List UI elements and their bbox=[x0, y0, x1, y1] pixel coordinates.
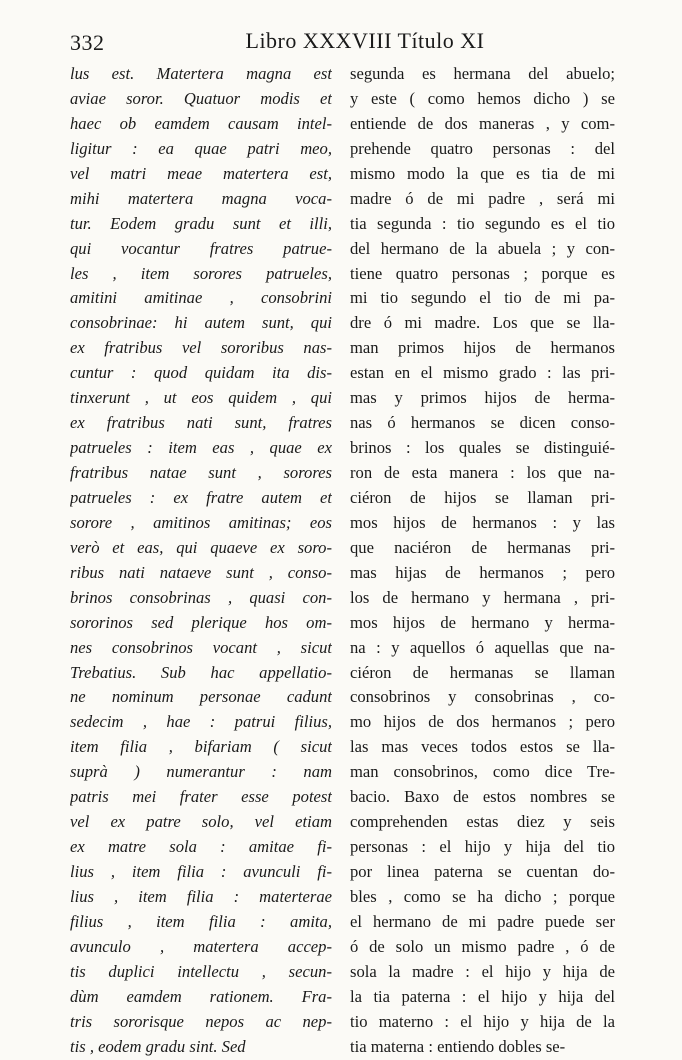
latin-text-line: ribus nati nataeve sunt , conso- bbox=[70, 562, 332, 582]
spanish-text-line: y este ( como hemos dicho ) se bbox=[350, 88, 615, 108]
spanish-text-line: mas y primos hijos de herma- bbox=[350, 388, 615, 408]
spanish-text-line: segunda es hermana del abuelo; bbox=[350, 64, 615, 83]
running-title: Libro XXXVIII Título XI bbox=[245, 28, 485, 53]
latin-text-line: sedecim , hae : patrui filius, bbox=[70, 712, 332, 732]
latin-text-line: tris sororisque nepos ac nep- bbox=[70, 1011, 332, 1031]
spanish-text-line: ciéron de hijos se llaman pri- bbox=[350, 487, 615, 507]
latin-text-line: filius , item filia : amita, bbox=[70, 911, 332, 931]
latin-text-line: tis , eodem gradu sint. Sed bbox=[70, 1036, 246, 1056]
spanish-text-line: las mas veces todos estos se lla- bbox=[350, 737, 615, 757]
spanish-text-line: el hermano de mi padre puede ser bbox=[350, 911, 615, 931]
spanish-text-line: mos hijos de hermano y herma- bbox=[350, 612, 615, 632]
spanish-text-line: que naciéron de hermanas pri- bbox=[350, 537, 615, 557]
latin-text-line: lius , item filia : materterae bbox=[70, 886, 332, 906]
latin-text-line: mihi matertera magna voca- bbox=[70, 188, 332, 208]
latin-text-line: les , item sorores patrueles, bbox=[70, 263, 332, 283]
spanish-text-line: tiene quatro personas ; porque es bbox=[350, 263, 615, 283]
latin-text-line: ex fratribus vel sororibus nas- bbox=[70, 338, 332, 358]
spanish-text-line: los de hermano y hermana , pri- bbox=[350, 587, 615, 607]
running-head bbox=[70, 30, 615, 62]
latin-text-line: patrueles : item eas , quae ex bbox=[70, 438, 332, 458]
spanish-text-line: man consobrinos, como dice Tre- bbox=[350, 762, 615, 782]
latin-text-line: qui vocantur fratres patrue- bbox=[70, 238, 332, 258]
latin-text-line: patris mei frater esse potest bbox=[70, 787, 332, 807]
spanish-text-line: ó de solo un mismo padre , ó de bbox=[350, 936, 615, 956]
latin-text-line: tis duplici intellectu , secun- bbox=[70, 961, 332, 981]
spanish-text-line: mas hijas de hermanos ; pero bbox=[350, 562, 615, 582]
spanish-text-line: del hermano de la abuela ; y con- bbox=[350, 238, 615, 258]
spanish-text-line: mos hijos de hermanos : y las bbox=[350, 512, 615, 532]
latin-text-line: consobrinae: hi autem sunt, qui bbox=[70, 313, 332, 333]
spanish-text-line: estan en el mismo grado : las pri- bbox=[350, 363, 615, 383]
spanish-text-line: mi tio segundo el tio de mi pa- bbox=[350, 288, 615, 308]
spanish-text-line: bacio. Baxo de estos nombres se bbox=[350, 787, 615, 807]
latin-text-line: ne nominum personae cadunt bbox=[70, 687, 332, 707]
latin-text-line: ex matre sola : amitae fi- bbox=[70, 837, 332, 857]
spanish-text-line: tia materna : entiendo dobles se- bbox=[350, 1036, 566, 1056]
latin-text-line: vel ex patre solo, vel etiam bbox=[70, 812, 332, 832]
spanish-text-line: consobrinos y consobrinas , co- bbox=[350, 687, 615, 707]
spanish-text-line: tia segunda : tio segundo es el tio bbox=[350, 213, 615, 233]
spanish-text-line: man primos hijos de hermanos bbox=[350, 338, 615, 358]
spanish-text-line: madre ó de mi padre , será mi bbox=[350, 188, 615, 208]
latin-text-line: sorore , amitinos amitinas; eos bbox=[70, 512, 332, 532]
latin-text-line: tinxerunt , ut eos quidem , qui bbox=[70, 388, 332, 408]
latin-text-line: nes consobrinos vocant , sicut bbox=[70, 637, 332, 657]
spanish-text-line: comprehenden estas diez y seis bbox=[350, 812, 615, 832]
spanish-text-line: dre ó mi madre. Los que se lla- bbox=[350, 313, 615, 333]
latin-text-line: ex fratribus nati sunt, fratres bbox=[70, 413, 332, 433]
spanish-text-line: sola la madre : el hijo y hija de bbox=[350, 961, 615, 981]
spanish-text-column bbox=[350, 62, 615, 1060]
spanish-text-line: personas : el hijo y hija del tio bbox=[350, 837, 615, 857]
spanish-text-line: brinos : los quales se distinguié- bbox=[350, 438, 615, 458]
spanish-text-line: la tia paterna : el hijo y hija del bbox=[350, 986, 615, 1006]
latin-text-line: verò et eas, qui quaeve ex soro- bbox=[70, 537, 332, 557]
latin-text-line: avunculo , matertera accep- bbox=[70, 936, 332, 956]
latin-text-line: haec ob eamdem causam intel- bbox=[70, 113, 332, 133]
latin-text-column bbox=[70, 62, 332, 1060]
spanish-text-line: mismo modo la que es tia de mi bbox=[350, 163, 615, 183]
spanish-text-line: bles , como se ha dicho ; porque bbox=[350, 886, 615, 906]
latin-text-line: patrueles : ex fratre autem et bbox=[70, 487, 332, 507]
spanish-text-line: ciéron de hermanas se llaman bbox=[350, 662, 615, 682]
latin-text-line: fratribus natae sunt , sorores bbox=[70, 463, 332, 482]
spanish-text-line: por linea paterna se cuentan do- bbox=[350, 862, 615, 881]
latin-text-line: cuntur : quod quidam ita dis- bbox=[70, 363, 332, 383]
latin-text-line: sororinos sed plerique hos om- bbox=[70, 612, 332, 632]
latin-text-line: dùm eamdem rationem. Fra- bbox=[70, 986, 332, 1006]
latin-text-line: amitini amitinae , consobrini bbox=[70, 288, 332, 308]
spanish-text-line: entiende de dos maneras , y com- bbox=[350, 113, 615, 133]
latin-text-line: ligitur : ea quae patri meo, bbox=[70, 138, 332, 158]
latin-text-line: aviae soror. Quatuor modis et bbox=[70, 88, 332, 108]
spanish-text-line: mo hijos de dos hermanos ; pero bbox=[350, 712, 615, 732]
latin-text-line: suprà ) numerantur : nam bbox=[70, 762, 332, 782]
latin-text-line: lus est. Matertera magna est bbox=[70, 64, 332, 83]
spanish-text-line: na : y aquellos ó aquellas que na- bbox=[350, 637, 615, 657]
latin-text-line: tur. Eodem gradu sunt et illi, bbox=[70, 213, 332, 233]
latin-text-line: item filia , bifariam ( sicut bbox=[70, 737, 332, 757]
latin-text-line: brinos consobrinas , quasi con- bbox=[70, 587, 332, 607]
spanish-text-line: prehende quatro personas : del bbox=[350, 138, 615, 158]
spanish-text-line: ron de esta manera : los que na- bbox=[350, 463, 615, 482]
latin-text-line: Trebatius. Sub hac appellatio- bbox=[70, 662, 332, 682]
latin-text-line: vel matri meae matertera est, bbox=[70, 163, 332, 183]
spanish-text-line: tio materno : el hijo y hija de la bbox=[350, 1011, 615, 1031]
page-number: 332 bbox=[70, 30, 105, 55]
spanish-text-line: nas ó hermanos se dicen conso- bbox=[350, 413, 615, 433]
latin-text-line: lius , item filia : avunculi fi- bbox=[70, 862, 332, 881]
